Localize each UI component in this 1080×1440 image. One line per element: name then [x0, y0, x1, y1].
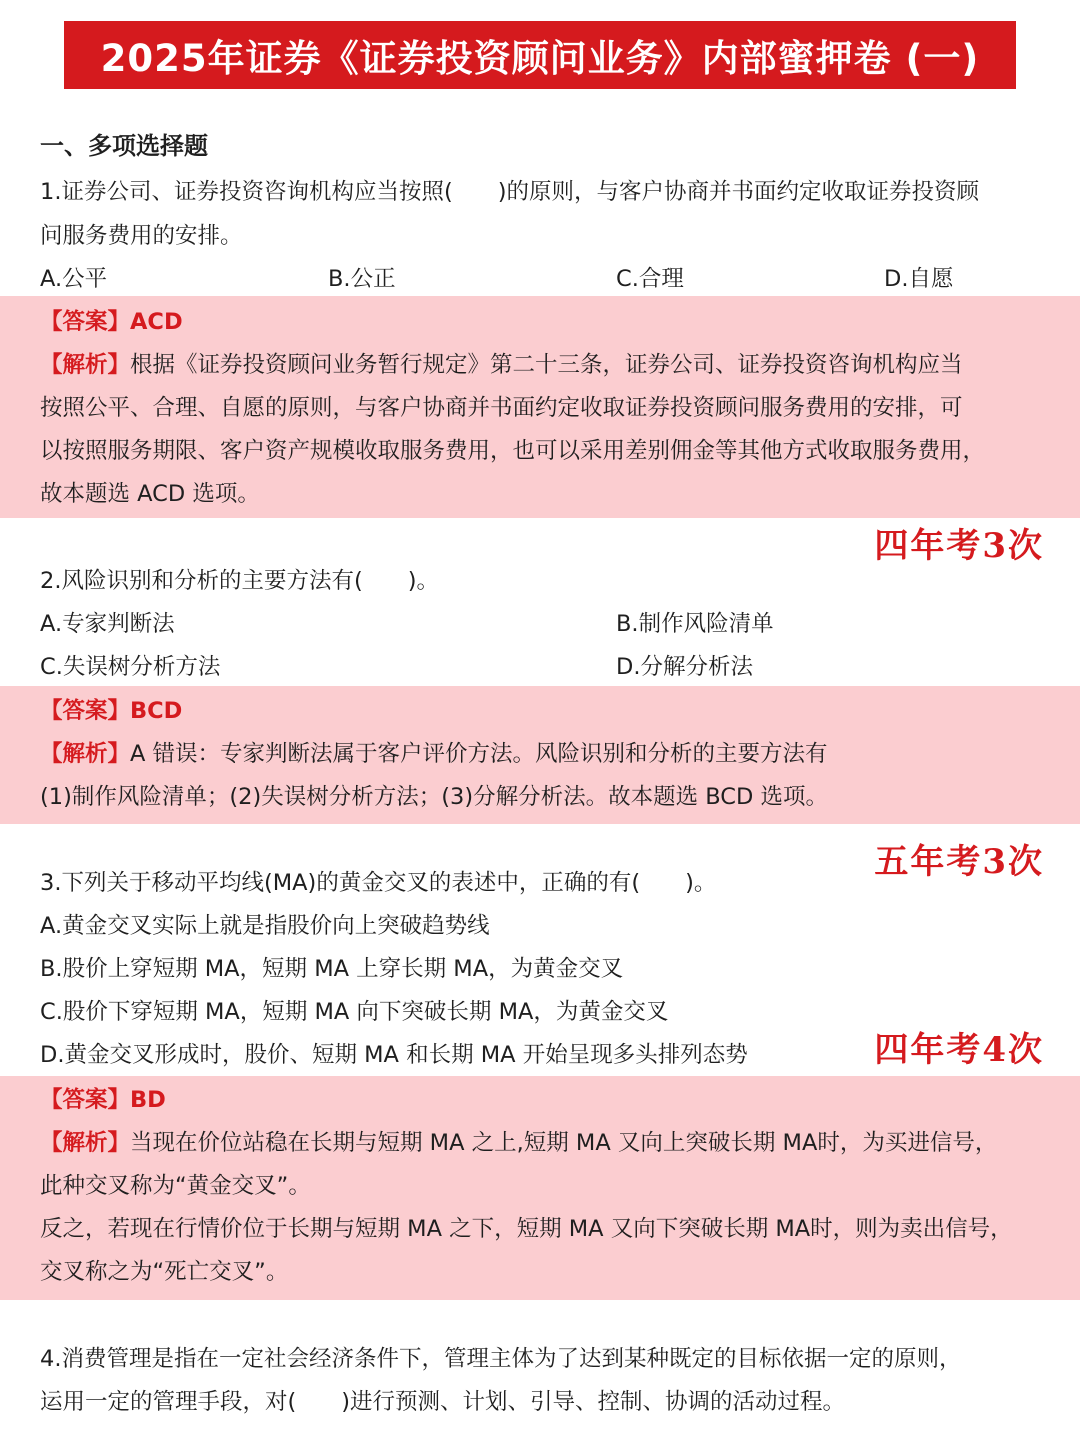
q3-answer-value: BD [130, 1087, 166, 1113]
q1-frequency-stamp: 四年考3次 [874, 526, 1044, 566]
q2-answer-value: BCD [130, 698, 183, 724]
q3-answer [40, 1085, 1050, 1115]
q1-analysis-line4: 故本题选 ACD 选项。 [40, 481, 260, 507]
q2-option-d: D.分解分析法 [616, 654, 753, 680]
q2-stem: 2.风险识别和分析的主要方法有( )。 [40, 568, 440, 594]
q1-stem-line1: 1.证券公司、证券投资咨询机构应当按照( )的原则，与客户协商并书面约定收取证券投资顾 [40, 179, 980, 205]
q1-analysis-line1 [40, 350, 1050, 380]
q1-option-d: D.自愿 [884, 266, 954, 292]
q1-option-c: C.合理 [616, 266, 684, 292]
q2-analysis-line2: (1)制作风险清单；(2)失误树分析方法；(3)分解分析法。故本题选 BCD 选项。 [40, 784, 828, 810]
q2-analysis-text1: A 错误：专家判断法属于客户评价方法。风险识别和分析的主要方法有 [130, 741, 828, 767]
analysis-label: 【解析】 [40, 1130, 131, 1156]
answer-label: 【答案】 [40, 309, 131, 335]
q3-analysis-text1: 当现在价位站稳在长期与短期 MA 之上,短期 MA 又向上突破长期 MA时，为买进信号， [130, 1130, 998, 1156]
q1-answer [40, 307, 1050, 337]
answer-label: 【答案】 [40, 1087, 131, 1113]
q3-option-d: D.黄金交叉形成时，股价、短期 MA 和长期 MA 开始呈现多头排列态势 [40, 1042, 748, 1068]
page-title: 2025年证券《证券投资顾问业务》内部蜜押卷 (一) [64, 21, 1016, 89]
q3-analysis-line3: 反之，若现在行情价位于长期与短期 MA 之下，短期 MA 又向下突破长期 MA时，则为卖出信号， [40, 1216, 1013, 1242]
answer-label: 【答案】 [40, 698, 131, 724]
q3-option-b: B.股价上穿短期 MA，短期 MA 上穿长期 MA，为黄金交叉 [40, 956, 624, 982]
q1-stem-line2: 问服务费用的安排。 [40, 223, 243, 249]
q3-analysis-line2: 此种交叉称为“黄金交叉”。 [40, 1173, 311, 1199]
q2-frequency-stamp: 五年考3次 [874, 842, 1044, 882]
q4-stem-line2: 运用一定的管理手段，对( )进行预测、计划、引导、控制、协调的活动过程。 [40, 1389, 846, 1415]
analysis-label: 【解析】 [40, 352, 131, 378]
q4-stem-line1: 4.消费管理是指在一定社会经济条件下，管理主体为了达到某种既定的目标依据一定的原则， [40, 1346, 962, 1372]
q1-option-a: A.公平 [40, 266, 108, 292]
q2-option-a: A.专家判断法 [40, 611, 175, 637]
q2-answer [40, 696, 1050, 726]
q2-option-b: B.制作风险清单 [616, 611, 774, 637]
q1-answer-value: ACD [130, 309, 183, 335]
q1-analysis-line3: 以按照服务期限、客户资产规模收取服务费用，也可以采用差别佣金等其他方式收取服务费用， [40, 438, 986, 464]
q3-option-a: A.黄金交叉实际上就是指股价向上突破趋势线 [40, 913, 490, 939]
q3-frequency-stamp: 四年考4次 [874, 1030, 1044, 1070]
section-title: 一、多项选择题 [40, 132, 208, 160]
q1-analysis-line2: 按照公平、合理、自愿的原则，与客户协商并书面约定收取证券投资顾问服务费用的安排，可 [40, 395, 963, 421]
q1-option-b: B.公正 [328, 266, 396, 292]
q2-analysis-line1 [40, 739, 1050, 769]
q3-option-c: C.股价下穿短期 MA，短期 MA 向下突破长期 MA，为黄金交叉 [40, 999, 669, 1025]
q1-analysis-text1: 根据《证券投资顾问业务暂行规定》第二十三条，证券公司、证券投资咨询机构应当 [130, 352, 963, 378]
q3-analysis-line4: 交叉称之为“死亡交叉”。 [40, 1259, 289, 1285]
q3-analysis-line1 [40, 1128, 1050, 1158]
analysis-label: 【解析】 [40, 741, 131, 767]
q2-option-c: C.失误树分析方法 [40, 654, 221, 680]
q3-stem: 3.下列关于移动平均线(MA)的黄金交叉的表述中，正确的有( )。 [40, 870, 717, 896]
